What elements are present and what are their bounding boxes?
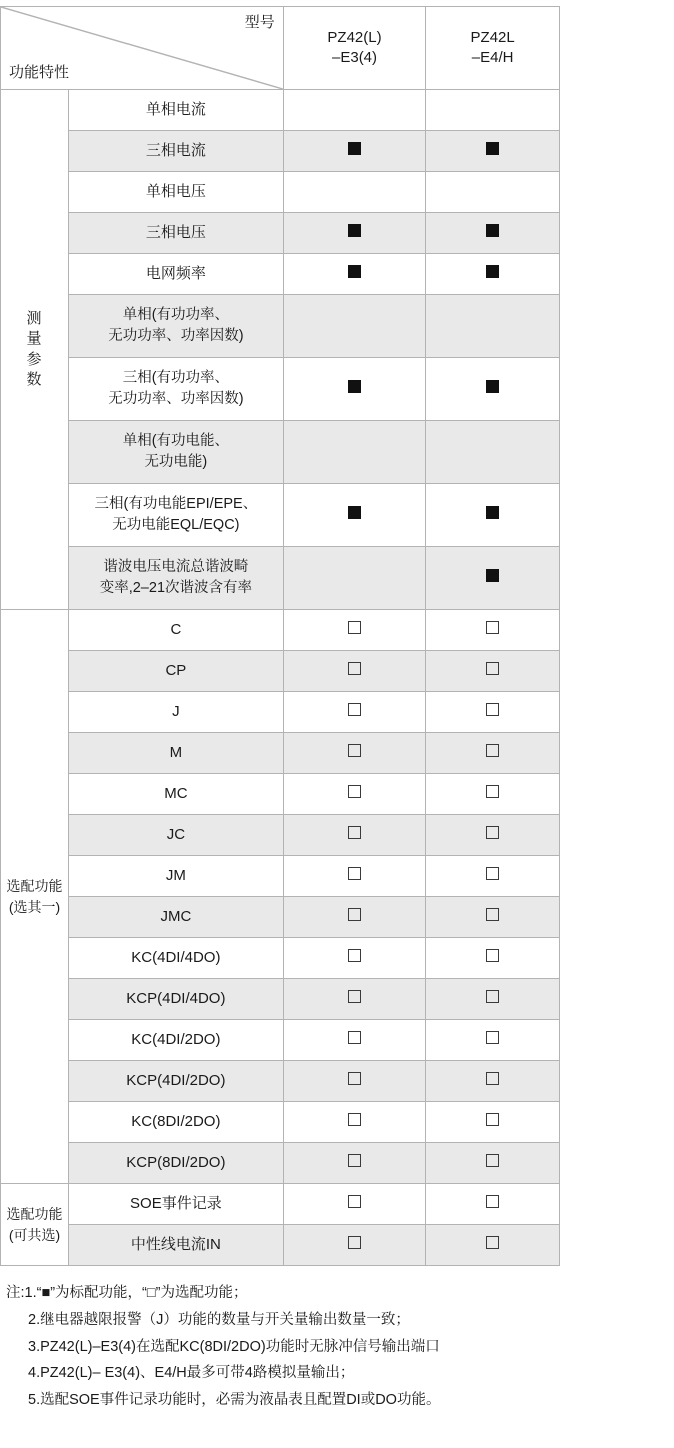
empty-square-icon <box>486 867 499 880</box>
filled-square-icon <box>486 224 499 237</box>
row-mark-model1 <box>283 90 425 131</box>
row-mark-model1 <box>283 131 425 172</box>
empty-square-icon <box>348 908 361 921</box>
empty-square-icon <box>348 949 361 962</box>
row-mark-model1 <box>283 421 425 484</box>
table-row <box>1 484 560 547</box>
row-item-label: KCP(4DI/2DO) <box>68 1061 283 1102</box>
row-mark-model1 <box>283 254 425 295</box>
table-row <box>1 172 560 213</box>
empty-square-icon <box>348 1195 361 1208</box>
row-mark-model1 <box>283 692 425 733</box>
empty-square-icon <box>486 908 499 921</box>
table-row <box>1 358 560 421</box>
row-item-line1: 谐波电压电流总谐波畸 <box>103 558 249 575</box>
table-row <box>1 1102 560 1143</box>
row-item-label: J <box>68 692 283 733</box>
footnote-5: 5.选配SOE事件记录功能时，必需为液晶表且配置DI或DO功能。 <box>28 1392 441 1409</box>
group-label-char-2: 参 <box>26 350 43 368</box>
row-item-label: MC <box>68 774 283 815</box>
group-label-char-3: 数 <box>26 370 43 388</box>
row-item-label: M <box>68 733 283 774</box>
footnote-1: 注:1.“■”为标配功能，“□”为选配功能； <box>6 1285 248 1301</box>
row-item-label: CP <box>68 651 283 692</box>
row-item-label: KC(4DI/4DO) <box>68 938 283 979</box>
row-item-label: KC(4DI/2DO) <box>68 1020 283 1061</box>
row-item-label <box>68 484 283 547</box>
empty-square-icon <box>486 949 499 962</box>
row-mark-model2 <box>426 131 560 172</box>
row-mark-model2 <box>426 692 560 733</box>
row-mark-model2 <box>426 213 560 254</box>
row-mark-model2 <box>426 1225 560 1266</box>
row-item-line1: 三相(有功电能EPI/EPE、 <box>94 495 258 512</box>
row-mark-model2 <box>426 1143 560 1184</box>
empty-square-icon <box>348 744 361 757</box>
row-item-label: 电网频率 <box>68 254 283 295</box>
row-mark-model1 <box>283 295 425 358</box>
header-diagonal-cell <box>1 7 284 90</box>
table-row <box>1 90 560 131</box>
table-row <box>1 733 560 774</box>
row-mark-model1 <box>283 651 425 692</box>
row-mark-model2 <box>426 484 560 547</box>
row-item-line2: 变率,2–21次谐波含有率 <box>99 580 253 596</box>
row-item-label <box>68 358 283 421</box>
empty-square-icon <box>348 1113 361 1126</box>
empty-square-icon <box>348 867 361 880</box>
row-mark-model2 <box>426 1102 560 1143</box>
table-row <box>1 1225 560 1266</box>
row-mark-model2 <box>426 610 560 651</box>
spec-table-page <box>0 6 674 1414</box>
filled-square-icon <box>486 265 499 278</box>
row-item-label: C <box>68 610 283 651</box>
empty-square-icon <box>486 1195 499 1208</box>
row-mark-model1 <box>283 733 425 774</box>
filled-square-icon <box>486 380 499 393</box>
filled-square-icon <box>348 380 361 393</box>
row-mark-model1 <box>283 1020 425 1061</box>
table-row <box>1 856 560 897</box>
footnote-4: 4.PZ42(L)– E3(4)、E4/H最多可带4路模拟量输出； <box>28 1365 355 1382</box>
row-mark-model2 <box>426 651 560 692</box>
row-item-line1: 三相(有功功率、 <box>122 369 230 386</box>
filled-square-icon <box>348 142 361 155</box>
row-mark-model1 <box>283 1225 425 1266</box>
row-mark-model2 <box>426 295 560 358</box>
empty-square-icon <box>348 1154 361 1167</box>
row-item-line2: 无功功率、功率因数) <box>108 328 244 344</box>
row-mark-model2 <box>426 897 560 938</box>
row-mark-model1 <box>283 358 425 421</box>
row-item-label: 三相电压 <box>68 213 283 254</box>
header-model-1-line2: –E3(4) <box>332 49 378 66</box>
header-function-label: 功能特性 <box>9 63 70 81</box>
row-item-line2: 无功电能) <box>144 454 208 470</box>
row-mark-model2 <box>426 938 560 979</box>
row-mark-model1 <box>283 484 425 547</box>
filled-square-icon <box>486 506 499 519</box>
row-item-line1: 单相(有功功率、 <box>122 306 230 323</box>
row-item-label: KCP(4DI/4DO) <box>68 979 283 1020</box>
empty-square-icon <box>486 1113 499 1126</box>
table-row <box>1 131 560 172</box>
row-item-label: JMC <box>68 897 283 938</box>
row-item-label: 单相电压 <box>68 172 283 213</box>
row-mark-model2 <box>426 815 560 856</box>
row-mark-model1 <box>283 1143 425 1184</box>
row-item-line1: 单相(有功电能、 <box>122 432 230 449</box>
group-label-optional-exclusive <box>1 610 69 1184</box>
row-mark-model2 <box>426 1061 560 1102</box>
table-row <box>1 774 560 815</box>
table-row <box>1 547 560 610</box>
footnotes <box>6 1280 646 1414</box>
empty-square-icon <box>348 990 361 1003</box>
table-row <box>1 1184 560 1225</box>
row-item-label: KCP(8DI/2DO) <box>68 1143 283 1184</box>
empty-square-icon <box>486 703 499 716</box>
group-label-measurement <box>1 90 69 610</box>
row-mark-model1 <box>283 774 425 815</box>
empty-square-icon <box>486 990 499 1003</box>
row-mark-model2 <box>426 90 560 131</box>
row-mark-model1 <box>283 172 425 213</box>
row-mark-model2 <box>426 254 560 295</box>
row-mark-model2 <box>426 547 560 610</box>
table-row <box>1 295 560 358</box>
empty-square-icon <box>348 1072 361 1085</box>
row-mark-model1 <box>283 1184 425 1225</box>
filled-square-icon <box>348 224 361 237</box>
row-mark-model1 <box>283 547 425 610</box>
row-item-line2: 无功电能EQL/EQC) <box>112 517 240 533</box>
group-label-line1: 选配功能 <box>6 1205 63 1222</box>
row-item-label <box>68 547 283 610</box>
row-mark-model2 <box>426 979 560 1020</box>
group-label-char-1: 量 <box>26 330 43 348</box>
group-label-line2: (可共选) <box>8 1226 61 1243</box>
row-mark-model1 <box>283 1102 425 1143</box>
empty-square-icon <box>348 703 361 716</box>
row-mark-model1 <box>283 856 425 897</box>
row-item-label: 三相电流 <box>68 131 283 172</box>
footnote-3: 3.PZ42(L)–E3(4)在选配KC(8DI/2DO)功能时无脉冲信号输出端口 <box>28 1338 440 1355</box>
row-item-label: JM <box>68 856 283 897</box>
row-item-label: SOE事件记录 <box>68 1184 283 1225</box>
filled-square-icon <box>348 265 361 278</box>
empty-square-icon <box>486 785 499 798</box>
table-row <box>1 938 560 979</box>
row-mark-model2 <box>426 358 560 421</box>
group-label-optional-combinable <box>1 1184 69 1266</box>
row-mark-model1 <box>283 897 425 938</box>
row-mark-model1 <box>283 610 425 651</box>
table-row <box>1 1020 560 1061</box>
row-mark-model1 <box>283 979 425 1020</box>
row-mark-model1 <box>283 815 425 856</box>
row-item-label: KC(8DI/2DO) <box>68 1102 283 1143</box>
empty-square-icon <box>486 1072 499 1085</box>
header-model-label: 型号 <box>244 14 275 31</box>
row-mark-model1 <box>283 938 425 979</box>
row-item-label: JC <box>68 815 283 856</box>
row-mark-model2 <box>426 1020 560 1061</box>
empty-square-icon <box>486 1236 499 1249</box>
group-label-line2: (选其一) <box>8 898 61 915</box>
empty-square-icon <box>348 826 361 839</box>
function-spec-table <box>0 6 560 1266</box>
empty-square-icon <box>486 662 499 675</box>
table-row <box>1 979 560 1020</box>
row-mark-model1 <box>283 1061 425 1102</box>
filled-square-icon <box>486 142 499 155</box>
filled-square-icon <box>348 506 361 519</box>
table-row <box>1 815 560 856</box>
empty-square-icon <box>348 1236 361 1249</box>
row-item-label <box>68 295 283 358</box>
row-item-label: 单相电流 <box>68 90 283 131</box>
header-model-2-line2: –E4/H <box>471 49 514 66</box>
footnote-2: 2.继电器越限报警（J）功能的数量与开关量输出数量一致； <box>28 1311 410 1328</box>
header-model-1 <box>283 7 425 90</box>
empty-square-icon <box>486 1031 499 1044</box>
row-mark-model2 <box>426 421 560 484</box>
group-label-char-0: 测 <box>26 310 43 327</box>
table-header-row <box>1 7 560 90</box>
table-row <box>1 254 560 295</box>
table-row <box>1 651 560 692</box>
table-row <box>1 897 560 938</box>
header-model-2 <box>426 7 560 90</box>
row-mark-model2 <box>426 1184 560 1225</box>
empty-square-icon <box>348 785 361 798</box>
empty-square-icon <box>348 621 361 634</box>
row-mark-model2 <box>426 172 560 213</box>
empty-square-icon <box>486 621 499 634</box>
row-item-line2: 无功功率、功率因数) <box>108 391 244 407</box>
empty-square-icon <box>348 662 361 675</box>
empty-square-icon <box>486 744 499 757</box>
table-row <box>1 213 560 254</box>
header-model-1-line1: PZ42(L) <box>327 28 382 46</box>
table-row <box>1 1061 560 1102</box>
filled-square-icon <box>486 569 499 582</box>
row-mark-model1 <box>283 213 425 254</box>
table-row <box>1 421 560 484</box>
row-mark-model2 <box>426 856 560 897</box>
header-model-2-line1: PZ42L <box>470 28 515 46</box>
table-row <box>1 1143 560 1184</box>
group-label-line1: 选配功能 <box>6 877 63 894</box>
table-row <box>1 692 560 733</box>
table-row <box>1 610 560 651</box>
empty-square-icon <box>486 1154 499 1167</box>
row-item-label <box>68 421 283 484</box>
row-item-label: 中性线电流IN <box>68 1225 283 1266</box>
row-mark-model2 <box>426 774 560 815</box>
row-mark-model2 <box>426 733 560 774</box>
empty-square-icon <box>348 1031 361 1044</box>
empty-square-icon <box>486 826 499 839</box>
